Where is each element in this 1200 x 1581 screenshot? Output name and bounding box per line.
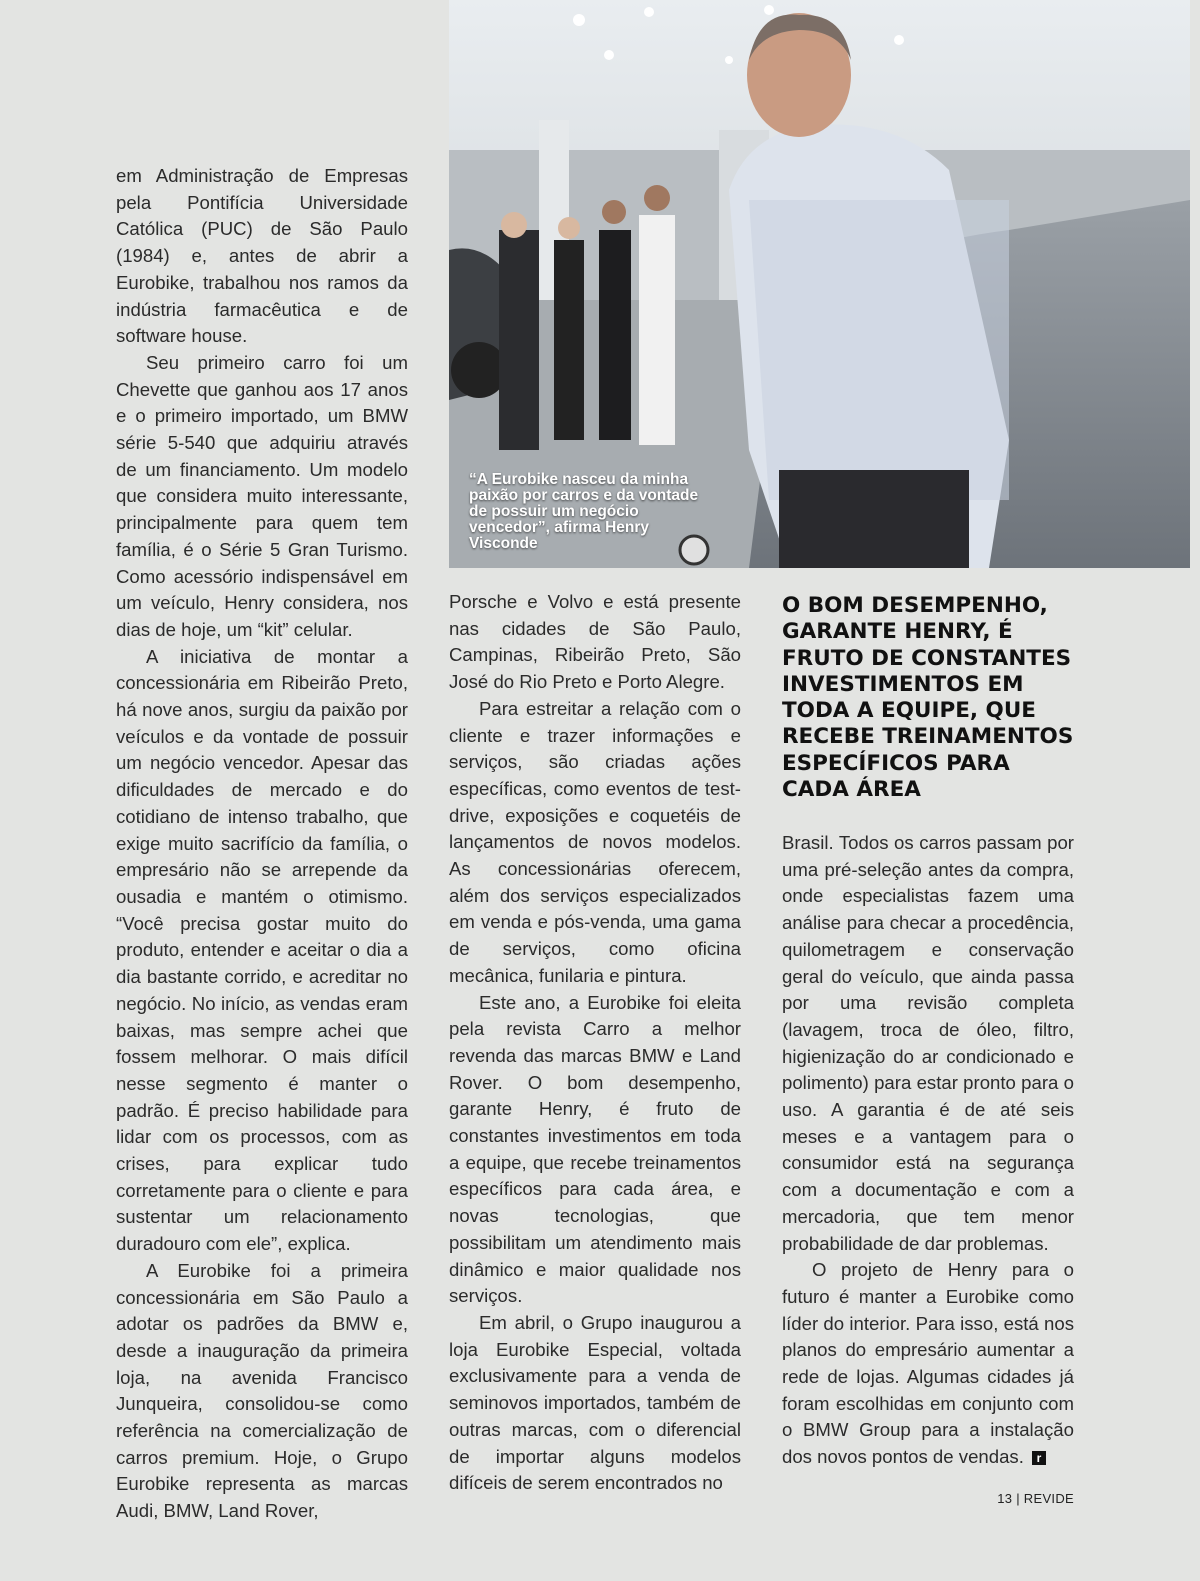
paragraph: A Eurobike foi a primeira concessionária em São Paulo a adotar os padrões da BMW e, desde a inauguração da primeira loja, na avenida Francisco Junqueira, consolidou-se como referência na comercialização de carros premium. Hoje, o Grupo Eurobike representa as marcas Audi, BMW, Land Rover, [116,1259,408,1522]
page-number: 13 [997,1491,1013,1506]
paragraph-text: O projeto de Henry para o futuro é manter a Eurobike como líder do interior. Para isso, está nos planos do empresário aumentar a rede de lojas. Algumas cidades já foram escolhidas em conjunto com o BMW Group para a instalação dos novos pontos de vendas. [782,1259,1074,1468]
magazine-name: REVIDE [1023,1491,1074,1506]
page-footer [997,1491,1074,1506]
article-photo [449,0,1190,568]
paragraph: Porsche e Volvo e está presente nas cidades de São Paulo, Campinas, Ribeirão Preto, São José do Rio Preto e Porto Alegre. [449,591,741,693]
photo-caption: “A Eurobike nasceu da minha paixão por carros e da vontade de possuir um negócio vencedor”, afirma Henry Visconde [469,471,699,552]
paragraph [782,1257,1074,1471]
paragraph: Este ano, a Eurobike foi eleita pela revista Carro a melhor revenda das marcas BMW e Land Rover. O bom desempenho, garante Henry, é fruto de constantes investimentos em toda a equipe, que recebe treinamentos específicos para cada área, e novas tecnologias, que possibilitam um atendimento mais dinâmico e maior qualidade nos serviços. [449,991,741,1307]
paragraph: em Administração de Empresas pela Pontifícia Universidade Católica (PUC) de São Paulo (1984) e, antes de abrir a Eurobike, trabalhou nos ramos da indústria farmacêutica e de software house. [116,165,408,347]
article-column-2 [449,589,741,1497]
paragraph: Em abril, o Grupo inaugurou a loja Eurobike Especial, voltada exclusivamente para a venda de seminovos importados, também de outras marcas, com o diferencial de importar alguns modelos difíceis de serem encontrados no [449,1311,741,1494]
article-column-1 [116,163,408,1525]
end-of-article-mark: r [1032,1451,1046,1465]
article-column-3 [782,830,1074,1471]
footer-separator: | [1016,1491,1020,1506]
paragraph: Seu primeiro carro foi um Chevette que ganhou aos 17 anos e o primeiro importado, um BMW série 5-540 que adquiriu através de um financiamento. Um modelo que considera muito interessante, principalmente para quem tem família, é o Série 5 Gran Turismo. Como acessório indispensável em um veículo, Henry considera, nos dias de hoje, um “kit” celular. [116,351,408,640]
paragraph: Para estreitar a relação com o cliente e trazer informações e serviços, são criadas ações específicas, como eventos de test-drive, exposições e coquetéis de lançamentos de novos modelos. As concessionárias oferecem, além dos serviços especializados em venda e pós-venda, uma gama de serviços, como oficina mecânica, funilaria e pintura. [449,697,741,986]
paragraph: Brasil. Todos os carros passam por uma pré-seleção antes da compra, onde especialistas fazem uma análise para checar a procedência, quilometragem e conservação geral do veículo, que ainda passa por uma revisão completa (lavagem, troca de óleo, filtro, higienização do ar condicionado e polimento) para estar pronto para o uso. A garantia é de até seis meses e a vantagem para o consumidor está na segurança com a documentação e com a mercadoria, que tem menor probabilidade de dar problemas. [782,832,1074,1254]
paragraph: A iniciativa de montar a concessionária em Ribeirão Preto, há nove anos, surgiu da paixão por veículos e da vontade de possuir um negócio vencedor. Apesar das dificuldades de mercado e do cotidiano de intenso trabalho, que exige muito sacrifício da família, o empresário não se arrepende da ousadia e mantém o otimismo. “Você precisa gostar muito do produto, entender e aceitar o dia a dia bastante corrido, e acreditar no negócio. No início, as vendas eram baixas, mas sempre achei que fossem melhorar. O mais difícil nesse segmento é manter o padrão. É preciso habilidade para lidar com os processos, com as crises, para explicar tudo corretamente para o cliente e para sustentar um relacionamento duradouro com ele”, explica. [116,645,408,1255]
pull-quote: O BOM DESEMPENHO, GARANTE HENRY, É FRUTO DE CONSTANTES INVESTIMENTOS EM TODA A EQUIPE, QUE RECEBE TREINAMENTOS ESPECÍFICOS PARA CADA ÁREA [782,593,1074,803]
